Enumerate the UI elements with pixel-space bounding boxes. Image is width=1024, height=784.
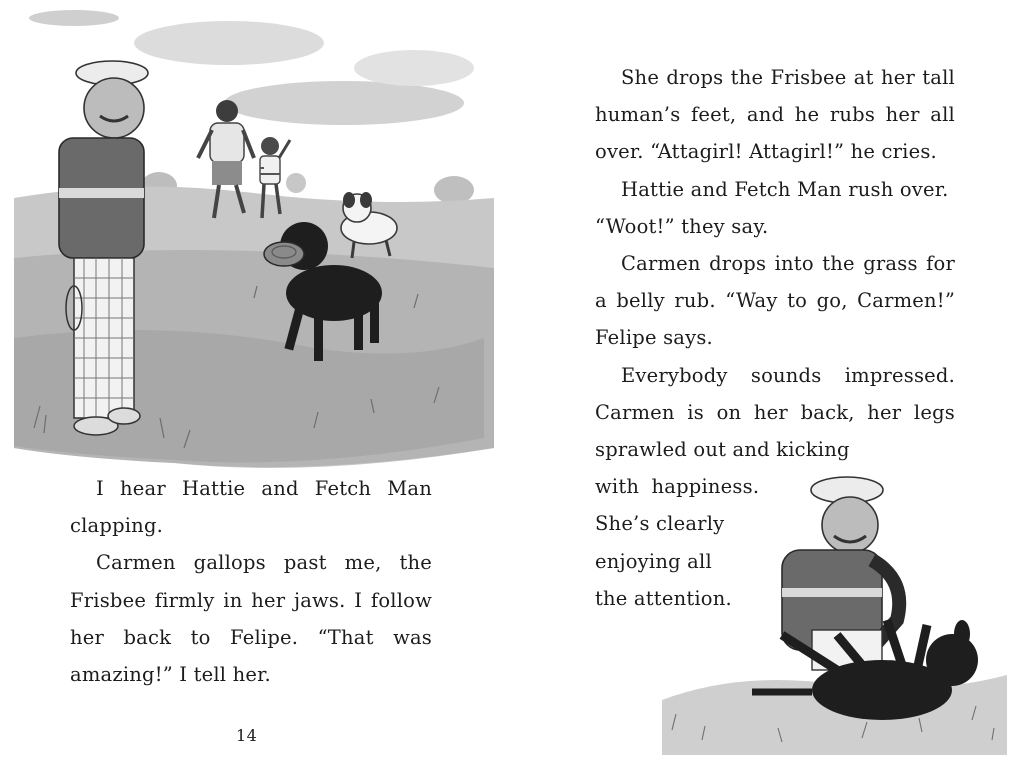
text-line: Frisbee firmly in her jaws. I follow xyxy=(70,588,432,612)
paragraph xyxy=(70,544,432,693)
text-line: “Woot!” they say. xyxy=(595,214,769,238)
text-line: clapping. xyxy=(70,514,164,538)
text-line: a belly rub. “Way to go, Carmen!” xyxy=(595,289,955,313)
paragraph xyxy=(70,470,432,544)
text-line: with happiness. xyxy=(595,475,760,499)
text-line: human’s feet, and he rubs her all xyxy=(595,103,955,127)
text-line: her back to Felipe. “That was xyxy=(70,625,432,649)
text-line: Everybody sounds impressed. xyxy=(621,363,955,387)
field-scene-image xyxy=(14,8,494,470)
left-text-block xyxy=(70,470,432,693)
right-page xyxy=(512,0,1024,784)
paragraph xyxy=(595,171,955,245)
text-line: Hattie and Fetch Man rush over. xyxy=(621,177,949,201)
text-line: the attention. xyxy=(595,586,732,610)
text-line: Carmen drops into the grass for xyxy=(621,252,955,276)
text-line: enjoying all xyxy=(595,549,712,573)
belly-rub-scene-image xyxy=(662,470,1007,760)
text-line: I hear Hattie and Fetch Man xyxy=(96,477,432,500)
text-line: sprawled out and kicking xyxy=(595,438,850,462)
text-line: over. “Attagirl! Attagirl!” he cries. xyxy=(595,140,937,164)
text-line: Felipe says. xyxy=(595,326,713,350)
text-line: She’s clearly xyxy=(595,512,725,536)
text-line: Carmen gallops past me, the xyxy=(96,551,432,575)
field-illustration xyxy=(14,8,494,470)
paragraph xyxy=(595,245,955,357)
page-number: 14 xyxy=(236,726,258,745)
text-line: She drops the Frisbee at her tall xyxy=(621,66,955,89)
belly-rub-illustration xyxy=(662,470,1007,760)
text-line: amazing!” I tell her. xyxy=(70,663,271,687)
text-line: Carmen is on her back, her legs xyxy=(595,400,955,424)
paragraph xyxy=(595,59,955,171)
